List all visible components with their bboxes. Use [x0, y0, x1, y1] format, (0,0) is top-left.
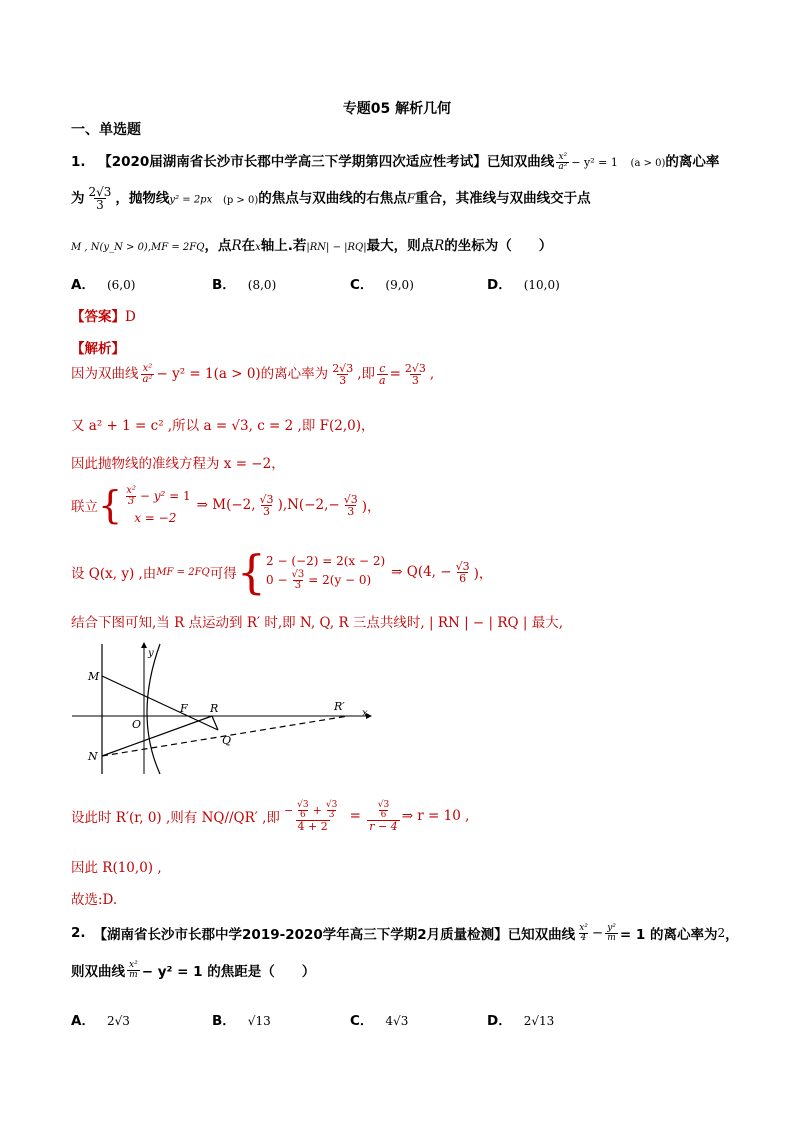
solution-line-6: 结合下图可知,当 R 点运动到 R′ 时,即 N, Q, R 三点共线时, | RN | − | RQ | 最大,	[71, 615, 564, 631]
question-text: 的坐标为（ ）	[444, 238, 553, 254]
question-text: 已知双曲线	[507, 927, 576, 943]
section-heading: 一、单选题	[71, 122, 141, 138]
symbol: x	[255, 242, 261, 253]
value: 2	[717, 926, 726, 940]
symbol: R	[434, 238, 445, 254]
label-F: F	[180, 702, 188, 715]
question-1-line-2	[71, 186, 591, 211]
solution-text: 设此时 R′(r, 0) ,则有 NQ//QR′ ,即	[71, 810, 280, 826]
solution-text: ,	[429, 366, 435, 382]
fraction: $\frac{c}{a}$	[379, 362, 386, 387]
solution-text: 可得	[209, 566, 237, 582]
question-text: 为	[71, 190, 85, 207]
question-1	[71, 150, 719, 172]
option-value: (9,0)	[385, 278, 414, 292]
answer-label: 【答案】	[71, 309, 125, 325]
question-2: 2. 【湖南省长沙市长郡中学2019-2020学年高三下学期2月质量检测】 已知双曲线 $\frac{\text{x²}}{4}$ − $\frac{\text{y²}}{m}$ = 1 的离心率为 2 ，	[71, 922, 739, 943]
label-R: R	[210, 702, 219, 715]
answer	[71, 305, 136, 325]
solution-line-2: 又 a² + 1 = c² ,所以 a = √3, c = 2 ,即 F(2,0)，	[71, 418, 375, 434]
numerator: 2√3	[88, 185, 112, 199]
fraction	[87, 186, 114, 211]
symbol: F	[406, 191, 416, 206]
option-b[interactable]	[212, 273, 276, 293]
y-axis-arrow	[141, 642, 147, 648]
option-b[interactable]	[212, 1009, 271, 1029]
option-label: A．	[71, 1013, 95, 1029]
expression: |RN| − |RQ|	[306, 242, 367, 253]
option-label: C．	[350, 1013, 374, 1029]
question-number: 1.	[71, 154, 86, 170]
question-source: 【湖南省长沙市长郡中学2019-2020学年高三下学期2月质量检测】	[93, 927, 508, 943]
equation-system: 2 − (−2) = 2(x − 2) 0 − $\frac{√3}{3}$ = 2(y − 0)	[266, 553, 386, 591]
equation: = 2(y − 0)	[308, 573, 372, 587]
question-text: ，点	[204, 238, 232, 254]
question-text: = 1 的离心率为	[619, 927, 718, 943]
question-text: 则双曲线	[71, 964, 125, 980]
question-text: 的离心率	[665, 154, 720, 170]
brace: {	[236, 545, 267, 599]
option-d[interactable]	[487, 273, 560, 293]
question-text: 最大，则点	[366, 238, 435, 254]
option-value: 4√3	[385, 1014, 409, 1028]
option-label: D．	[487, 1013, 512, 1029]
points: M , N(y_N > 0),	[71, 242, 152, 253]
denominator: 3	[96, 198, 104, 212]
solution-line-4	[71, 480, 381, 530]
solution-text: ⇒ r = 10 ,	[401, 808, 470, 824]
question-number: 2.	[71, 925, 86, 941]
option-a[interactable]	[71, 273, 135, 293]
solution-text: 设 Q(x, y) ,由	[71, 566, 157, 582]
solution-text: 联立	[71, 499, 98, 515]
option-c[interactable]	[350, 1009, 408, 1029]
vector-equation: MF = 2FQ	[156, 566, 210, 578]
fraction: $\frac{\frac{√3}{6}}{r - 4}$	[369, 799, 398, 833]
label-x: x	[362, 708, 368, 719]
equation: = 1	[169, 489, 191, 503]
solution-line-8: 因此 R(10,0) ,	[71, 860, 162, 876]
fraction: $\frac{√3}{6}$	[455, 559, 470, 585]
question-source: 【2020届湖南省长沙市长郡中学高三下学期第四次适应性考试】	[98, 154, 487, 170]
option-label: B．	[212, 277, 236, 293]
option-value: (10,0)	[523, 278, 560, 292]
option-value: (8,0)	[247, 278, 277, 292]
option-value: √13	[247, 1014, 271, 1028]
hyperbola-branch	[147, 644, 160, 774]
fraction: $\frac{√3}{3}$	[259, 492, 274, 518]
option-value: (6,0)	[106, 278, 136, 292]
vector-equation: MF = 2FQ	[151, 242, 205, 253]
fraction: $\frac{\text{x²}}{\text{a²}}$	[142, 363, 153, 385]
option-label: B．	[212, 1013, 236, 1029]
solution-text: ⇒ Q(4, −	[391, 564, 452, 580]
fraction: $\frac{2√3}{3}$	[332, 362, 354, 387]
solution-text: ),N(−2,−	[277, 497, 340, 513]
solution-text: )，	[361, 499, 381, 515]
fraction: $\frac{\text{x²}}{\text{a²}}$	[558, 151, 568, 172]
question-text: 轴上.若	[260, 238, 307, 254]
solution-text: )，	[473, 566, 493, 582]
question-text: 已知双曲线	[486, 154, 555, 170]
solution-text: − y² = 1(a > 0)的离心率为	[156, 366, 329, 382]
solution-text: ,即	[357, 366, 375, 382]
geometry-figure	[68, 640, 378, 778]
solution-line-9: 故选:D.	[71, 892, 118, 908]
solution-line-3: 因此抛物线的准线方程为 x = −2，	[71, 456, 285, 472]
condition: (a > 0)	[630, 158, 666, 169]
solution-line-5	[71, 540, 492, 604]
label-Q: Q	[222, 734, 232, 747]
option-d[interactable]	[487, 1009, 554, 1029]
equation: y² = 2px	[169, 194, 213, 206]
label-O: O	[132, 718, 142, 731]
label-M: M	[88, 670, 100, 683]
equation: x = −2	[134, 510, 177, 525]
equation: − y² = 1	[571, 156, 618, 169]
equation: 2 − (−2) = 2(x − 2)	[266, 553, 386, 568]
segment-MQ	[102, 676, 218, 730]
question-text: ，	[725, 927, 739, 943]
question-text: 在	[241, 238, 256, 254]
segment-NR	[102, 716, 212, 756]
question-1-line-3	[71, 234, 552, 254]
solution-text: =	[389, 366, 401, 382]
label-N: N	[88, 750, 98, 763]
answer-value: D	[125, 309, 136, 325]
solution-text: ⇒ M(−2,	[196, 497, 256, 513]
symbol: R	[231, 238, 242, 254]
analysis-label: 【解析】	[71, 341, 125, 357]
question-text: 重合，其准线与双曲线交于点	[415, 190, 591, 207]
fraction: − $\frac{√3}{6}$ + $\frac{√3}{3}$ 4 + 2	[283, 799, 338, 833]
option-c[interactable]	[350, 273, 414, 293]
fraction: $\frac{2√3}{3}$	[404, 362, 426, 387]
page-title: 专题05 解析几何	[342, 101, 452, 117]
solution-text: 因为双曲线	[71, 366, 139, 382]
option-label: C．	[350, 277, 374, 293]
label-y: y	[148, 648, 154, 659]
question-text: − y² = 1 的焦距是（ ）	[141, 964, 316, 980]
fraction: $\frac{√3}{3}$	[343, 492, 358, 518]
solution-line-1	[71, 362, 434, 386]
condition: (p > 0)	[222, 194, 259, 206]
option-value: 2√3	[106, 1014, 130, 1028]
equation-system: $\frac{\text{x²}}{3}$ − y² = 1 x = −2	[126, 484, 191, 525]
option-label: A．	[71, 277, 95, 293]
solution-line-7: 设此时 R′(r, 0) ,则有 NQ//QR′ ,即 − $\frac{√3}{6}$ + $\frac{√3}{3}$ 4 + 2 = $\frac{\frac{√3}{6}}{r - 4}$ ⇒ r = 10 ,	[71, 799, 470, 833]
question-2-line-2: 则双曲线 $\frac{\text{x²}}{m}$ − y² = 1 的焦距是（ ）	[71, 959, 316, 980]
option-value: 2√13	[523, 1014, 555, 1028]
option-a[interactable]	[71, 1009, 130, 1029]
question-text: ，抛物线	[115, 190, 170, 207]
option-label: D．	[487, 277, 512, 293]
label-R-prime: R′	[334, 700, 345, 713]
question-text: 的焦点与双曲线的右焦点	[258, 190, 407, 207]
brace: {	[98, 483, 123, 527]
